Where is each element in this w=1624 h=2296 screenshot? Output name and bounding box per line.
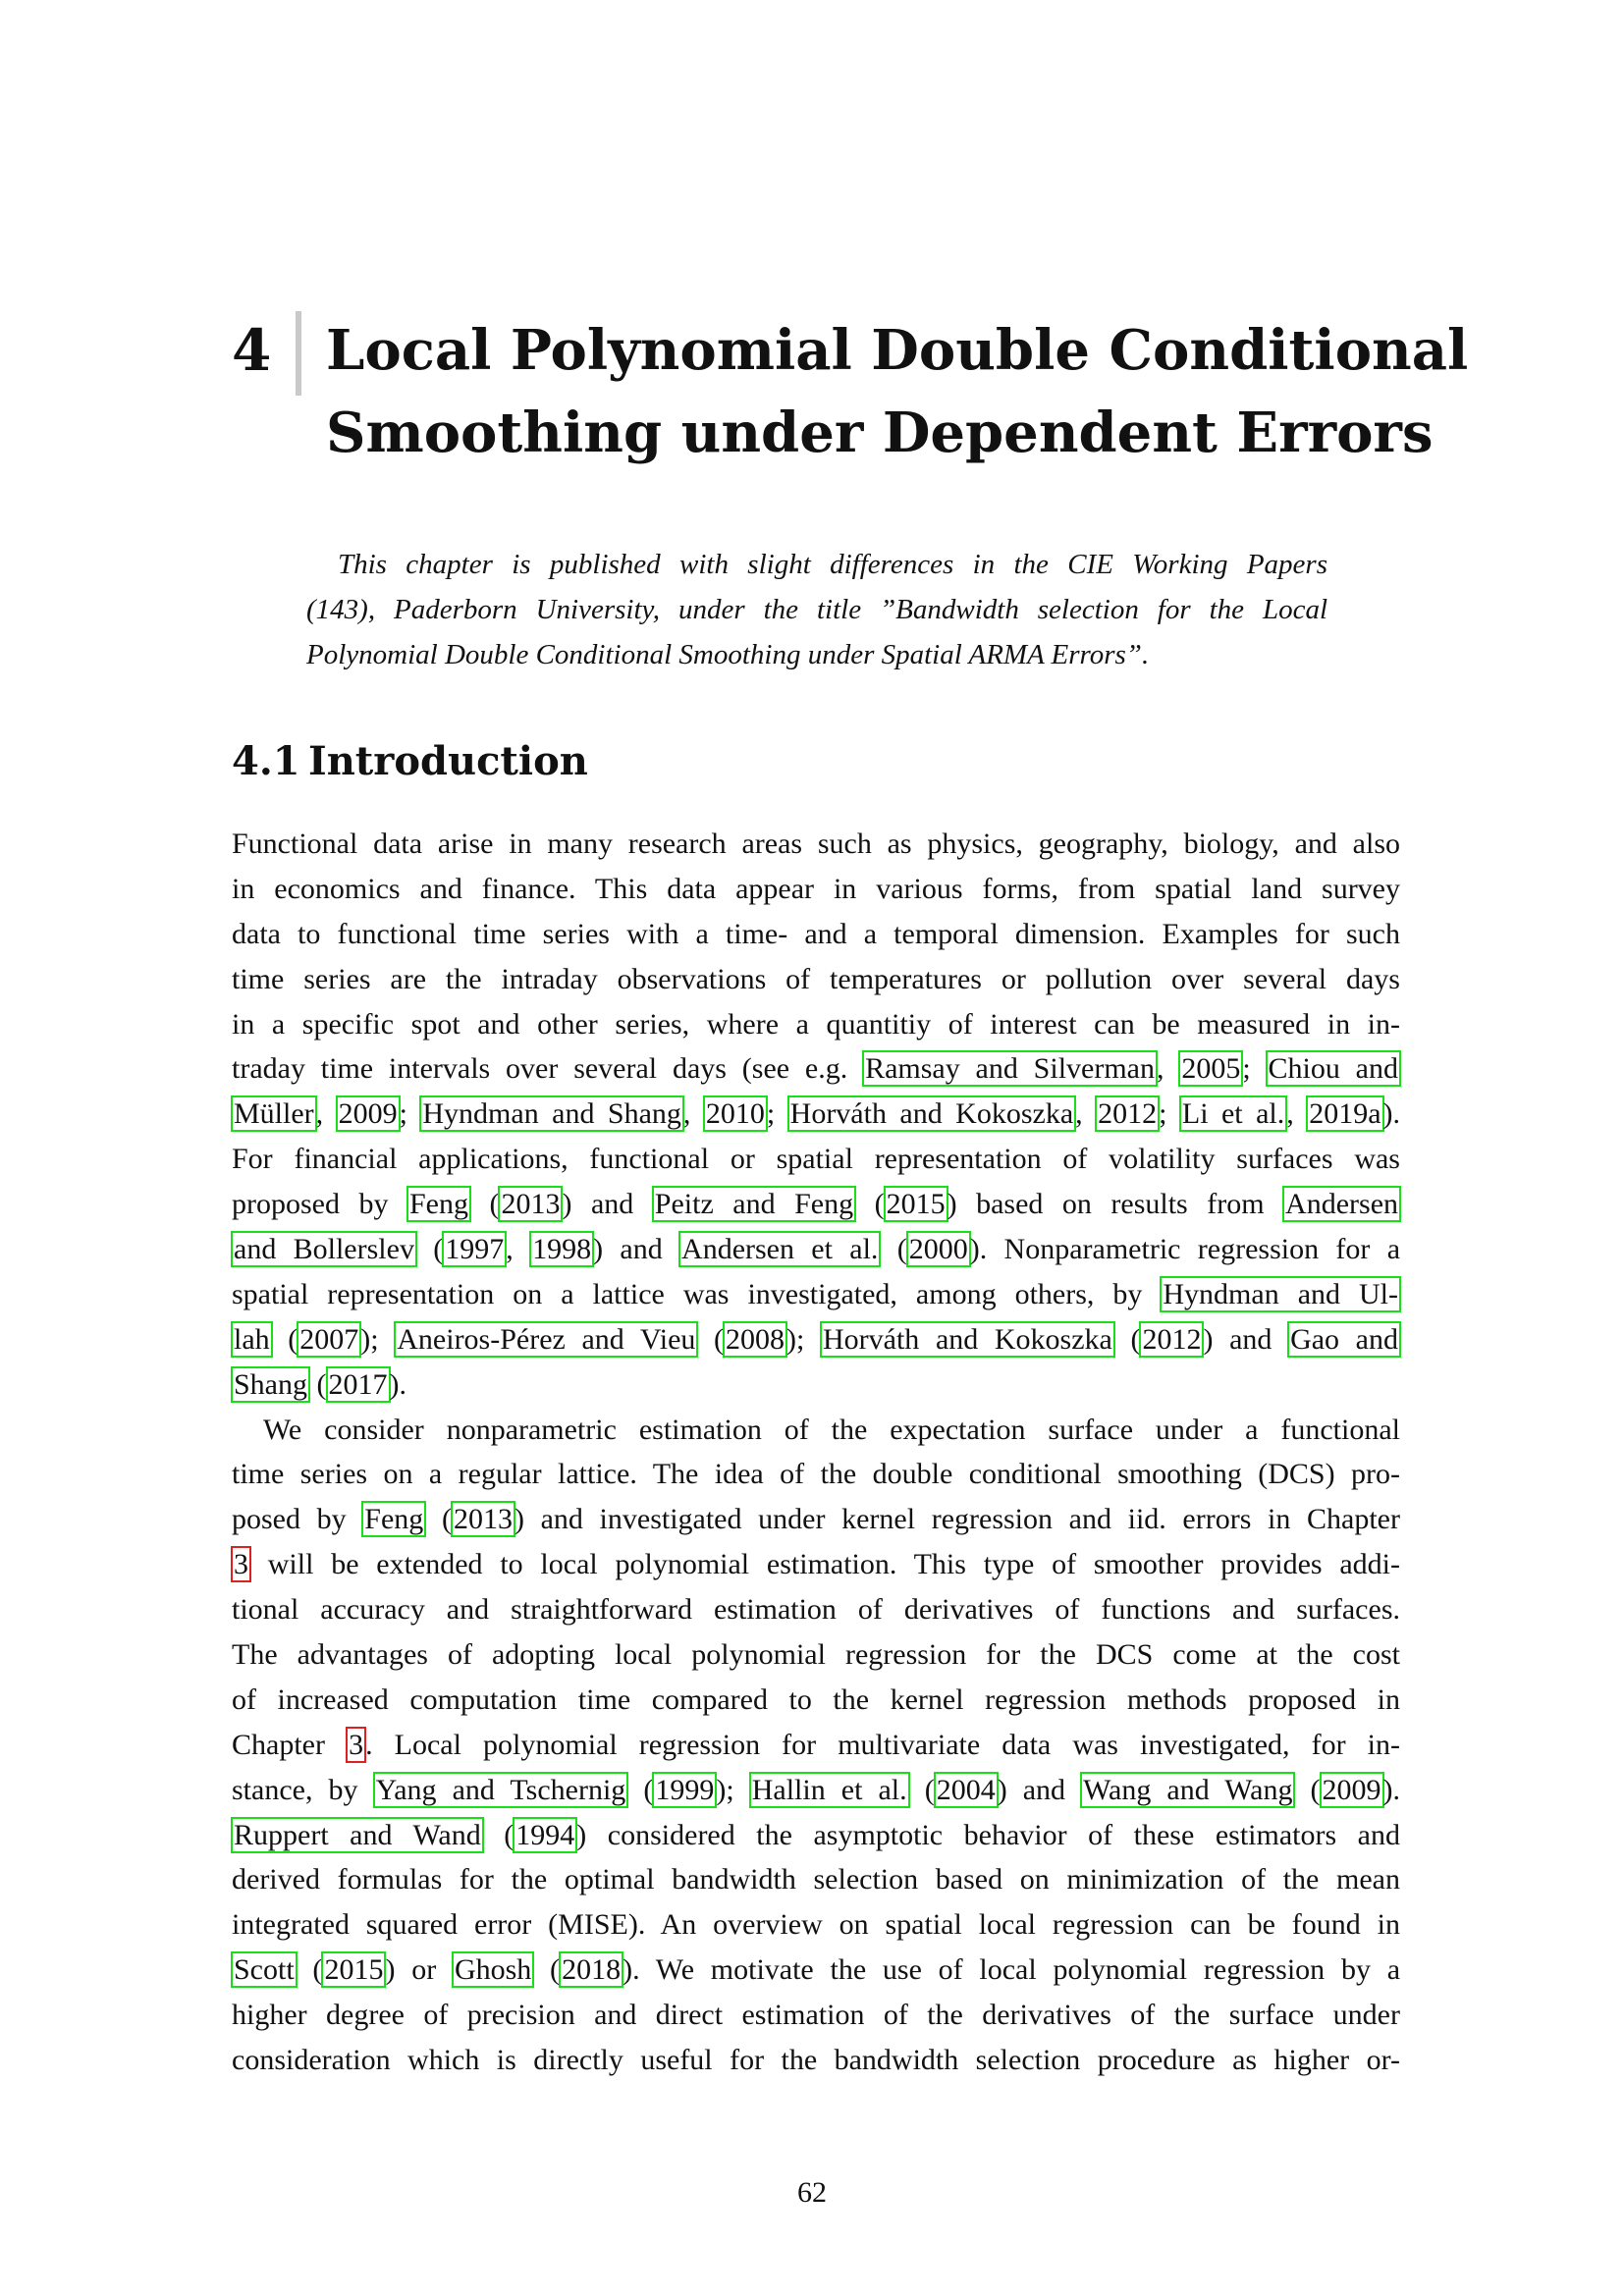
section-heading — [232, 734, 588, 789]
text-line: lah (2007); Aneiros-Pérez and Vieu (2008); Horváth and Kokoszka (2012) and Gao and — [232, 1317, 1400, 1362]
chapter-title-line-1: Local Polynomial Double Conditional — [326, 318, 1469, 383]
citation-year-link[interactable]: 2013 — [451, 1501, 515, 1537]
text-line: in economics and finance. This data appear in various forms, from spatial land survey — [232, 872, 1400, 905]
text-line: derived formulas for the optimal bandwidth selection based on minimization of the mean — [232, 1863, 1400, 1896]
citation-year-link[interactable]: 2012 — [1139, 1321, 1204, 1358]
text-line: We consider nonparametric estimation of the expectation surface under a functional — [263, 1413, 1400, 1446]
text-line: proposed by Feng (2013) and Peitz and Feng (2015) based on results from Andersen — [232, 1182, 1400, 1227]
text-run: . Local polynomial regression for multivariate data was investigated, for in- — [365, 1728, 1400, 1761]
text-line: time series are the intraday observations of temperatures or pollution over several days — [232, 962, 1400, 995]
text-line: data to functional time series with a time- and a temporal dimension. Examples for such — [232, 917, 1400, 950]
note-line: This chapter is published with slight differences in the CIE Working Papers — [338, 549, 1327, 580]
citation-year-link[interactable]: 2019a — [1306, 1095, 1383, 1132]
text-line — [232, 1542, 1400, 1587]
citation-link[interactable]: Hallin et al. — [749, 1772, 910, 1808]
citation-link[interactable]: Peitz and Feng — [652, 1186, 856, 1222]
citation-year-link[interactable]: 2004 — [934, 1772, 999, 1808]
text-line: Shang (2017). — [232, 1362, 1400, 1408]
citation-link[interactable]: Yang and Tschernig — [373, 1772, 629, 1808]
citation-year-link[interactable]: 2009 — [336, 1095, 401, 1132]
text-run: . We motivate the use of local polynomial regression by a — [632, 1953, 1401, 1987]
page-number: 62 — [797, 2176, 827, 2209]
text-line: time series on a regular lattice. The idea of the double conditional smoothing (DCS) pro- — [232, 1458, 1400, 1491]
text-run: considered the asymptotic behavior of these estimators and — [607, 1818, 1400, 1851]
citation-year-link[interactable]: 2007 — [297, 1321, 361, 1358]
text-line: posed by Feng (2013) and investigated under kernel regression and iid. errors in Chapter — [232, 1503, 1400, 1536]
section-number: 4.1 — [232, 738, 300, 784]
citation-year-link[interactable]: 2012 — [1095, 1095, 1160, 1132]
text-run: stance, by — [232, 1773, 358, 1806]
text-line: Functional data arise in many research areas such as physics, geography, biology, and also — [232, 828, 1400, 860]
text-line: Ruppert and Wand (1994) considered the asymptotic behavior of these estimators and — [232, 1813, 1400, 1858]
chapter-title — [326, 309, 1469, 474]
text-run: posed by — [232, 1503, 347, 1536]
citation-year-link[interactable]: 2018 — [559, 1951, 623, 1988]
publication-note — [306, 542, 1327, 677]
text-line: tional accuracy and straightforward estimation of derivatives of functions and surfaces. — [232, 1593, 1400, 1627]
citation-link[interactable]: Andersen — [1282, 1186, 1401, 1222]
citation-link[interactable]: Li et al. — [1179, 1095, 1287, 1132]
text-run: traday time intervals over several days (see e.g. — [232, 1052, 848, 1086]
citation-year-link[interactable]: 1998 — [529, 1231, 594, 1267]
citation-year-link[interactable]: 2013 — [498, 1186, 563, 1222]
text-line: The advantages of adopting local polynomial regression for the DCS come at the cost — [232, 1638, 1400, 1672]
text-line — [232, 1723, 1400, 1768]
citation-link[interactable]: Feng — [361, 1501, 426, 1537]
citation-year-link[interactable]: 2009 — [1320, 1772, 1384, 1808]
citation-link[interactable]: Horváth and Kokoszka — [787, 1095, 1076, 1132]
text-line: consideration which is directly useful for the bandwidth selection procedure as higher or- — [232, 2044, 1400, 2077]
text-line: of increased computation time compared to the kernel regression methods proposed in — [232, 1682, 1400, 1716]
text-run: will be extended to local polynomial estimation. This type of smoother provides addi- — [267, 1548, 1401, 1581]
note-line: (143), Paderborn University, under the title ”Bandwidth selection for the Local — [306, 594, 1327, 625]
citation-link[interactable]: Ruppert and Wand — [231, 1817, 484, 1853]
text-line: Scott (2015) or Ghosh (2018). We motivate the use of local polynomial regression by a — [232, 1948, 1400, 1993]
text-line: higher degree of precision and direct estimation of the derivatives of the surface under — [232, 1999, 1400, 2032]
citation-year-link[interactable]: 1999 — [652, 1772, 717, 1808]
citation-year-link[interactable]: 1994 — [513, 1817, 577, 1853]
text-line: traday time intervals over several days (see e.g. Ramsay and Silverman, 2005; Chiou and — [232, 1046, 1400, 1092]
text-line: stance, by Yang and Tschernig (1999); Hallin et al. (2004) and Wang and Wang (2009). — [232, 1773, 1400, 1806]
citation-link[interactable]: and Bollerslev — [231, 1231, 417, 1267]
citation-link[interactable]: Gao and — [1287, 1321, 1401, 1358]
citation-link[interactable]: Chiou and — [1266, 1050, 1402, 1087]
text-run: spatial representation on a lattice was investigated, among others, by — [232, 1277, 1143, 1310]
body-text — [232, 822, 1400, 2083]
text-run: Chapter — [232, 1728, 325, 1761]
citation-link[interactable]: Andersen et al. — [678, 1231, 881, 1267]
text-line: For financial applications, functional or spatial representation of volatility surfaces was — [232, 1143, 1400, 1176]
text-line: and Bollerslev (1997, 1998) and Andersen et al. (2000). Nonparametric regression for a — [232, 1227, 1400, 1272]
citation-year-link[interactable]: 2015 — [884, 1186, 948, 1222]
chapter-divider — [296, 311, 301, 396]
citation-year-link[interactable]: 2017 — [326, 1366, 391, 1403]
citation-year-link[interactable]: 2015 — [321, 1951, 386, 1988]
citation-link[interactable]: Hyndman and Shang — [419, 1095, 684, 1132]
text-line — [232, 1272, 1400, 1317]
text-line: in a specific spot and other series, where a quantitiy of interest can be measured in in- — [232, 1007, 1400, 1041]
citation-link[interactable]: Scott — [231, 1951, 298, 1988]
citation-year-link[interactable]: 2010 — [703, 1095, 768, 1132]
chapter-number: 4 — [232, 317, 272, 384]
text-run: and investigated under kernel regression and iid. errors in Chapter — [540, 1503, 1400, 1536]
citation-link[interactable]: Horváth and Kokoszka — [820, 1321, 1115, 1358]
citation-link[interactable]: Müller — [231, 1095, 317, 1132]
citation-link[interactable]: Ghosh — [452, 1951, 534, 1988]
citation-year-link[interactable]: 2005 — [1178, 1050, 1243, 1087]
text-line: integrated squared error (MISE). An overview on spatial local regression can be found in — [232, 1908, 1400, 1942]
citation-year-link[interactable]: 1997 — [442, 1231, 507, 1267]
chapter-title-line-2: Smoothing under Dependent Errors — [326, 400, 1434, 465]
text-line: Müller, 2009; Hyndman and Shang, 2010; Horváth and Kokoszka, 2012; Li et al., 2019a). — [232, 1092, 1400, 1137]
chapter-reference-link[interactable]: 3 — [346, 1727, 366, 1763]
citation-link[interactable]: Hyndman and Ul- — [1160, 1276, 1401, 1312]
citation-link[interactable]: Feng — [406, 1186, 471, 1222]
citation-link[interactable]: lah — [231, 1321, 273, 1358]
citation-link[interactable]: Wang and Wang — [1080, 1772, 1295, 1808]
citation-year-link[interactable]: 2000 — [906, 1231, 971, 1267]
citation-year-link[interactable]: 2008 — [723, 1321, 787, 1358]
chapter-reference-link[interactable]: 3 — [231, 1546, 251, 1582]
citation-link[interactable]: Ramsay and Silverman — [862, 1050, 1158, 1087]
section-title: Introduction — [308, 738, 588, 784]
citation-link[interactable]: Shang — [231, 1366, 310, 1403]
note-line: Polynomial Double Conditional Smoothing under Spatial ARMA Errors”. — [306, 639, 1150, 670]
citation-link[interactable]: Aneiros-Pérez and Vieu — [394, 1321, 698, 1358]
